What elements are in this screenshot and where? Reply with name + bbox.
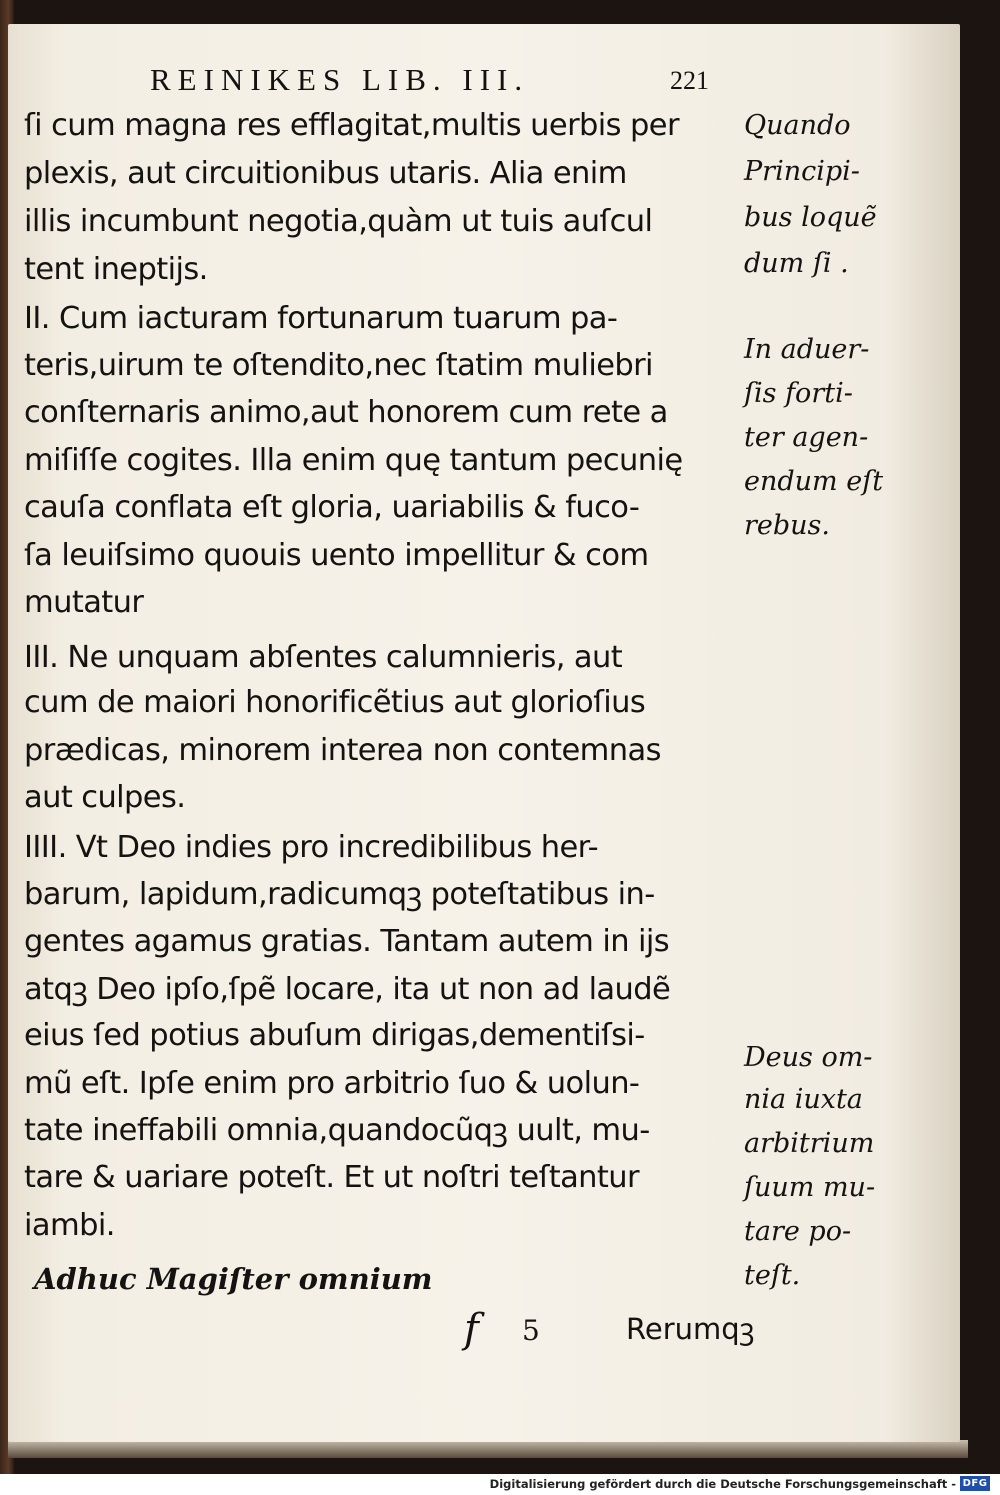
marginal-note-line: ſis forti- [744,378,853,409]
funding-credit: Digitalisierung gefördert durch die Deutsche Forschungsgemeinschaft - [489,1477,956,1491]
marginal-note-line: Deus om- [744,1042,873,1073]
text-line: aut culpes. [24,780,186,815]
marginal-note-line: nia iuxta [744,1084,863,1115]
marginal-note-line: tare po- [744,1216,852,1247]
text-line: tate ineffabili omnia,quandocũqꝫ uult, mu- [24,1113,650,1148]
text-line: atqꝫ Deo ipſo,ſpẽ locare, ita ut non ad laudẽ [24,972,671,1007]
marginal-note-line: arbitrium [744,1128,875,1159]
text-line: cauſa conflata eſt gloria, uariabilis & fuco- [24,490,640,525]
marginal-note-line: Quando [744,110,851,141]
text-line: eius ſed potius abuſum dirigas,dementiſsi- [24,1018,645,1053]
page-bottom-edge [8,1440,968,1458]
dfg-logo-icon[interactable]: DFG [960,1476,990,1491]
marginal-note-line: teſt. [744,1260,801,1291]
running-title: REINIKES LIB. III. [150,62,530,97]
text-line: gentes agamus gratias. Tantam autem in ijs [24,924,670,959]
text-line: iambi. [24,1208,115,1243]
catchword: Rerumqꝫ [626,1312,755,1346]
text-line: II. Cum iacturam fortunarum tuarum pa- [24,301,618,336]
text-line: III. Ne unquam abſentes calumnieris, aut [24,640,623,675]
text-line: plexis, aut circuitionibus utaris. Alia enim [24,156,627,191]
marginal-note-line: Principi- [744,156,860,187]
text-line: tare & uariare poteſt. Et ut noſtri teſtantur [24,1160,639,1195]
text-line: miſiſſe cogites. Illa enim quę tantum pecunię [24,443,683,478]
text-line: mutatur [24,585,144,620]
digitization-footer [0,1474,1000,1495]
signature-mark: f [464,1306,479,1352]
marginal-note-line: endum eſt [744,466,884,497]
text-line: ſa leuiſsimo quouis uento impellitur & com [24,538,649,573]
text-line: tent ineptijs. [24,252,208,287]
text-line: barum, lapidum,radicumqꝫ poteſtatibus in- [24,877,655,912]
text-line: IIII. Vt Deo indies pro incredibilibus her- [24,830,599,865]
page-number: 221 [670,66,709,95]
running-header [150,62,750,106]
catch-italic-line: Adhuc Magiſter omnium [34,1262,433,1296]
text-line: illis incumbunt negotia,quàm ut tuis auſcul [24,204,653,239]
marginal-note-line: rebus. [744,510,830,541]
marginal-note-line: ſuum mu- [744,1172,876,1203]
marginal-note-line: ter agen- [744,422,869,453]
text-line: mũ eſt. Ipſe enim pro arbitrio ſuo & uolun- [24,1066,640,1101]
text-line: conſternaris animo,aut honorem cum rete a [24,395,668,430]
text-line: cum de maiori honorificẽtius aut glorioſius [24,685,646,720]
text-line: prædicas, minorem interea non contemnas [24,733,661,768]
text-line: ſi cum magna res efflagitat,multis uerbis per [24,108,679,143]
text-line: teris,uirum te oſtendito,nec ſtatim muliebri [24,348,653,383]
marginal-note-line: dum ſi . [744,248,849,279]
marginal-note-line: bus loquẽ [744,202,877,233]
signature-number: 5 [522,1314,540,1347]
marginal-note-line: In aduer- [744,334,870,365]
